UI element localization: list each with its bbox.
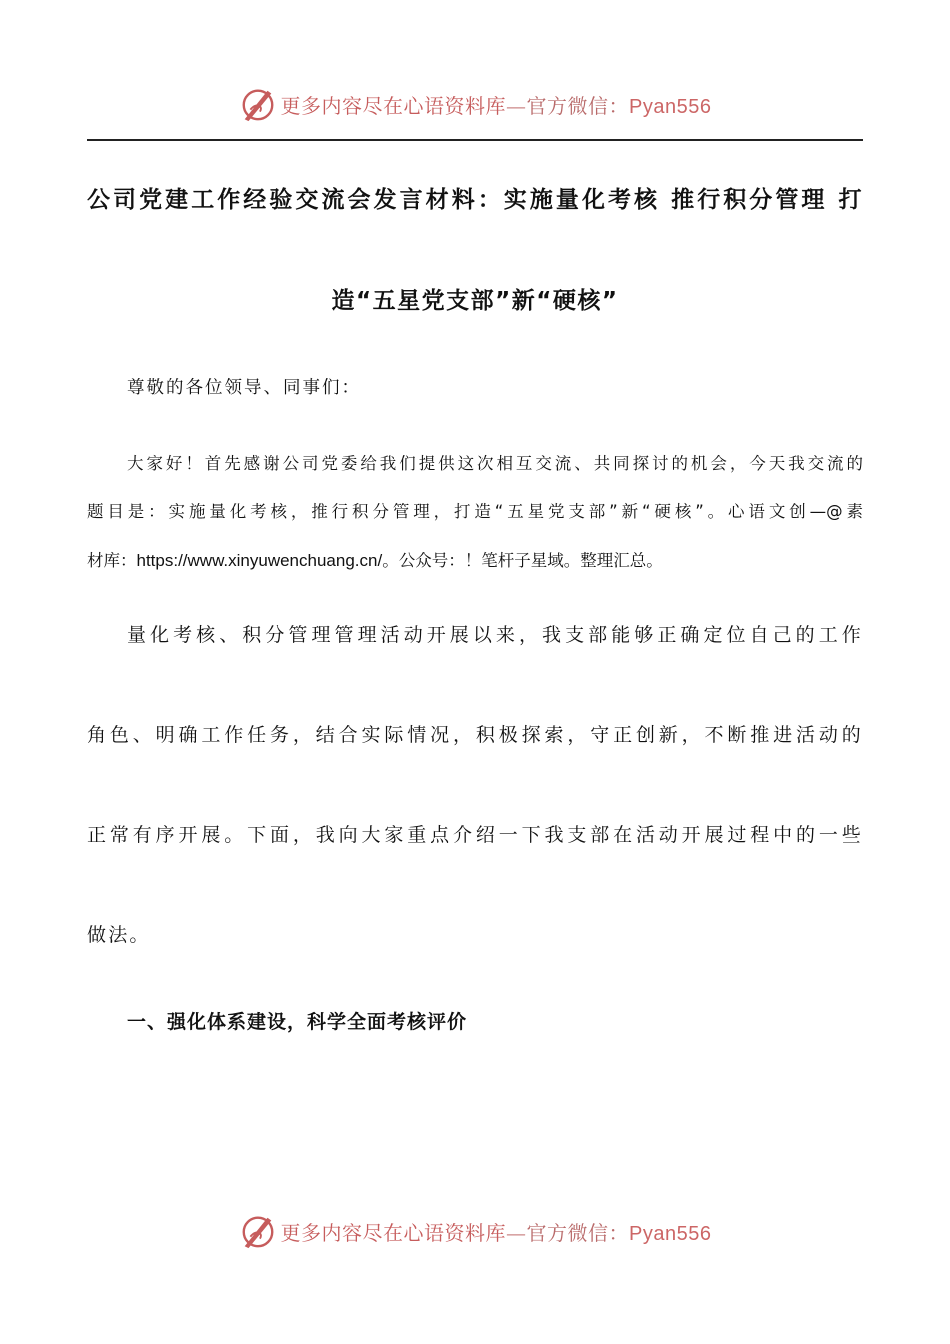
body-line-1: 量化考核、积分管理管理活动开展以来，我支部能够正确定位自己的工作 — [127, 624, 863, 646]
banner-wechat-id: Pyan556 — [629, 1222, 712, 1245]
document-title-line-2: 造“五星党支部”新“硬核” — [331, 288, 619, 314]
banner-wechat-label: 官方微信： — [526, 93, 630, 118]
pen-circle-logo-icon — [239, 85, 277, 123]
document-title-line-1: 公司党建工作经验交流会发言材料：实施量化考核 推行积分管理 打 — [87, 187, 863, 213]
intro-line-1: 大家好！首先感谢公司党委给我们提供这次相互交流、共同探讨的机会，今天我交流的 — [127, 454, 863, 473]
pen-circle-logo-icon — [239, 1212, 277, 1250]
source-url: https://www.xinyuwenchuang.cn/ — [136, 551, 383, 570]
banner-text — [281, 1217, 712, 1246]
intro-line-2: 题目是：实施量化考核，推行积分管理，打造“五星党支部”新“硬核”。心语文创—@素 — [87, 502, 863, 521]
banner-title: 更多内容尽在心语资料库 — [280, 1220, 507, 1245]
banner-title: 更多内容尽在心语资料库 — [280, 93, 507, 118]
body-line-3: 正常有序开展。下面，我向大家重点介绍一下我支部在活动开展过程中的一些 — [87, 824, 863, 846]
body-line-2: 角色、明确工作任务，结合实际情况，积极探索，守正创新，不断推进活动的 — [87, 724, 863, 746]
banner-text — [281, 90, 712, 119]
header-divider — [87, 139, 863, 141]
header-banner — [0, 84, 950, 124]
greeting: 尊敬的各位领导、同事们： — [127, 378, 361, 398]
intro-line-3-suffix: 。公众号：！笔杆子星域。整理汇总。 — [382, 551, 663, 570]
footer-banner — [0, 1211, 950, 1251]
intro-line-3-prefix: 材库： — [87, 551, 137, 570]
banner-wechat-label: 官方微信： — [526, 1220, 630, 1245]
banner-separator: — — [506, 93, 527, 118]
section-heading: 一、强化体系建设，科学全面考核评价 — [127, 1011, 468, 1033]
banner-separator: — — [506, 1220, 527, 1245]
intro-line-3 — [87, 547, 863, 571]
body-line-4: 做法。 — [87, 924, 151, 946]
banner-wechat-id: Pyan556 — [629, 95, 712, 118]
